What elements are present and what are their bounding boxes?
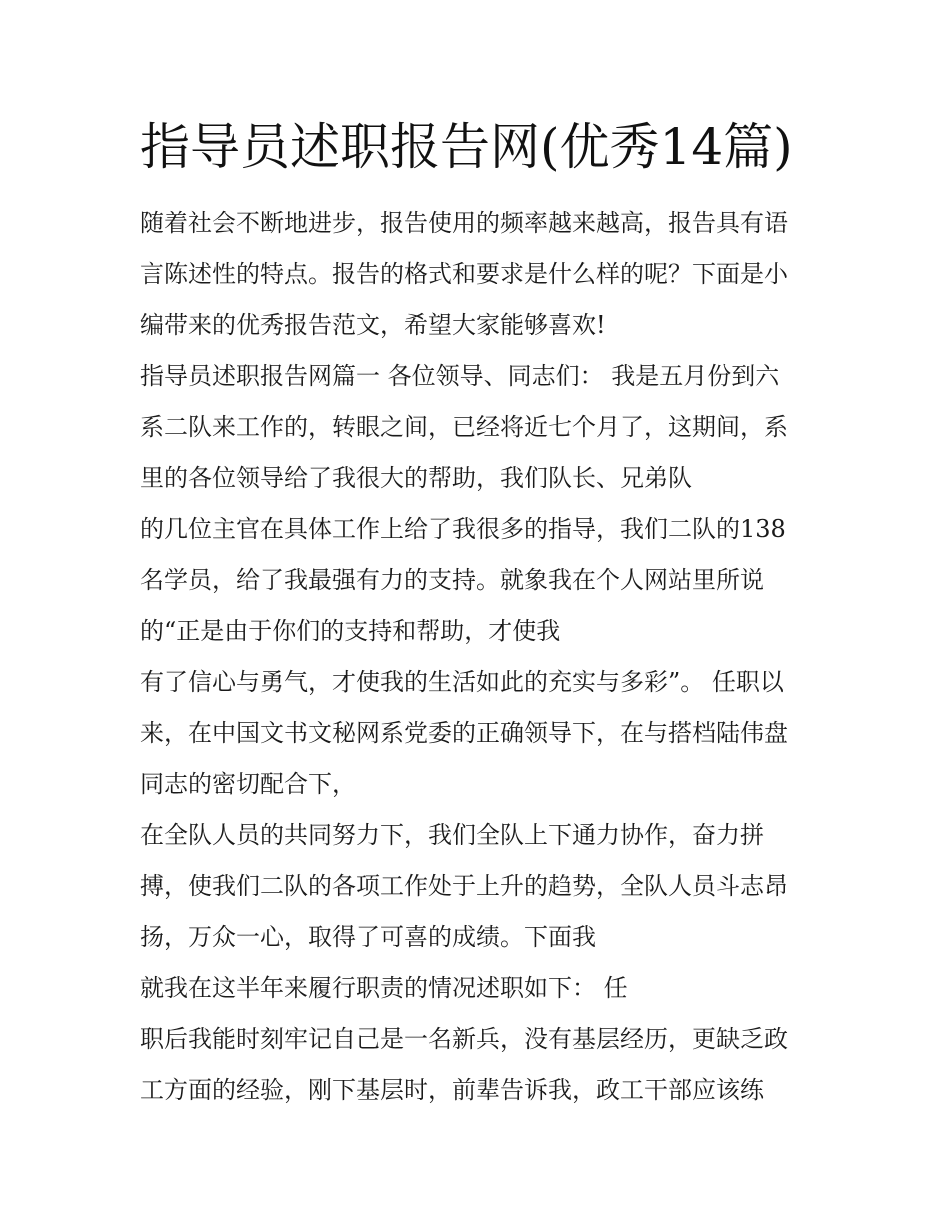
- document-title: 指导员述职报告网(优秀14篇): [140, 118, 793, 176]
- body-line: 随着社会不断地进步，报告使用的频率越来越高，报告具有语: [140, 209, 788, 237]
- body-line: 职后我能时刻牢记自己是一名新兵，没有基层经历，更缺乏政: [140, 1025, 788, 1053]
- body-line: 工方面的经验，刚下基层时，前辈告诉我，政工干部应该练: [140, 1076, 764, 1104]
- body-line: 里的各位领导给了我很大的帮助，我们队长、兄弟队: [140, 464, 692, 492]
- body-line: 编带来的优秀报告范文，希望大家能够喜欢!: [140, 311, 606, 339]
- body-line: 言陈述性的特点。报告的格式和要求是什么样的呢？下面是小: [140, 260, 788, 288]
- body-line: 同志的密切配合下，: [140, 770, 356, 798]
- body-line: 的“正是由于你们的支持和帮助，才使我: [140, 617, 561, 645]
- body-line: 系二队来工作的，转眼之间，已经将近七个月了，这期间，系: [140, 413, 788, 441]
- document-body: [140, 198, 830, 1116]
- body-line: 就我在这半年来履行职责的情况述职如下： 任: [140, 974, 628, 1002]
- body-line: 搏，使我们二队的各项工作处于上升的趋势，全队人员斗志昂: [140, 872, 788, 900]
- body-line: 有了信心与勇气，才使我的生活如此的充实与多彩”。 任职以: [140, 668, 784, 696]
- body-line: 在全队人员的共同努力下，我们全队上下通力协作，奋力拼: [140, 821, 764, 849]
- body-line: 的几位主官在具体工作上给了我很多的指导，我们二队的138: [140, 515, 786, 543]
- body-line: 名学员，给了我最强有力的支持。就象我在个人网站里所说: [140, 566, 764, 594]
- body-line: 扬，万众一心，取得了可喜的成绩。下面我: [140, 923, 596, 951]
- body-line: 指导员述职报告网篇一 各位领导、同志们： 我是五月份到六: [140, 362, 780, 390]
- body-line: 来，在中国文书文秘网系党委的正确领导下，在与搭档陆伟盘: [140, 719, 788, 747]
